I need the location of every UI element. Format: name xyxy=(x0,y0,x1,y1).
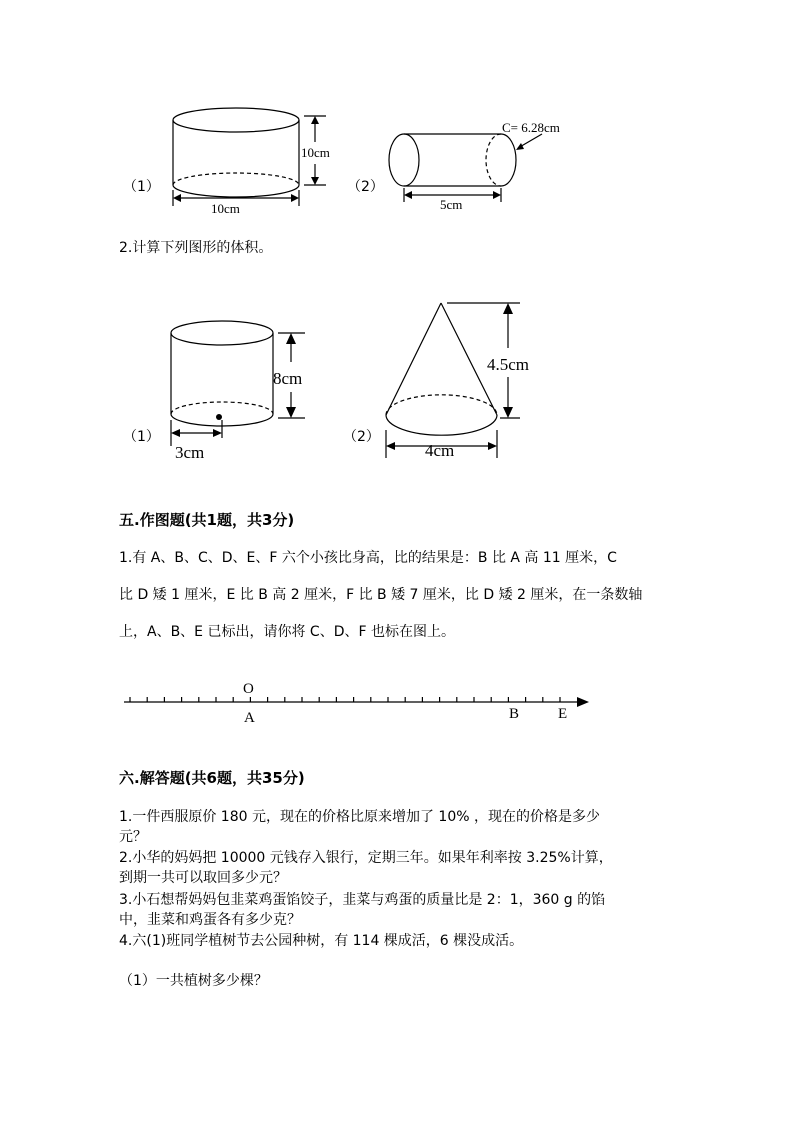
length-label: 5cm xyxy=(440,197,463,212)
section-6-q4: 4.六(1)班同学植树节去公园种树，有 114 棵成活，6 棵没成活。 xyxy=(119,933,524,949)
circumference-label: C= 6.28cm xyxy=(502,120,560,135)
cylinder-height-label: 8cm xyxy=(273,369,303,388)
section-6-q1-line1: 1.一件西服原价 180 元，现在的价格比原来增加了 10% ，现在的价格是多少 xyxy=(119,809,600,825)
origin-label: O xyxy=(243,681,254,697)
diameter-label: 10cm xyxy=(211,201,240,216)
figure2-label: （2） xyxy=(347,179,384,195)
section-6-title: 六.解答题(共6题，共35分) xyxy=(119,769,305,787)
figure3-label: （1） xyxy=(123,429,160,445)
point-b-label: B xyxy=(509,706,520,722)
section-5-title: 五.作图题(共1题，共3分) xyxy=(119,511,295,529)
cone-diameter-label: 4cm xyxy=(425,441,455,460)
question-2-title: 2.计算下列图形的体积。 xyxy=(119,240,273,256)
point-a-label: A xyxy=(244,710,255,726)
section-5-q1-line1: 1.有 A、B、C、D、E、F 六个小孩比身高，比的结果是：B 比 A 高 11 厘米，C xyxy=(119,550,617,566)
section-5-q1-line3: 上，A、B、E 已标出，请你将 C、D、F 也标在图上。 xyxy=(119,624,455,640)
section-6-q3-line1: 3.小石想帮妈妈包韭菜鸡蛋馅饺子，韭菜与鸡蛋的质量比是 2：1，360 g 的馅 xyxy=(119,892,606,908)
cone-height-label: 4.5cm xyxy=(487,355,530,374)
radius-label: 3cm xyxy=(175,443,205,462)
section-6-q3-line2: 中，韭菜和鸡蛋各有多少克？ xyxy=(119,912,301,928)
section-6-q2-line1: 2.小华的妈妈把 10000 元钱存入银行，定期三年。如果年利率按 3.25%计算， xyxy=(119,850,613,866)
height-label: 10cm xyxy=(301,145,330,160)
point-e-label: E xyxy=(558,706,568,722)
section-6-q2-line2: 到期一共可以取回多少元？ xyxy=(119,870,287,886)
figure1-label: （1） xyxy=(123,179,160,195)
section-6-q4-part1: （1）一共植树多少棵？ xyxy=(119,973,268,989)
section-6-q1-line2: 元？ xyxy=(119,829,147,845)
figure4-label: （2） xyxy=(343,429,380,445)
section-5-q1-line2: 比 D 矮 1 厘米，E 比 B 高 2 厘米，F 比 B 矮 7 厘米，比 D 矮 2 厘米，在一条数轴 xyxy=(119,587,643,603)
